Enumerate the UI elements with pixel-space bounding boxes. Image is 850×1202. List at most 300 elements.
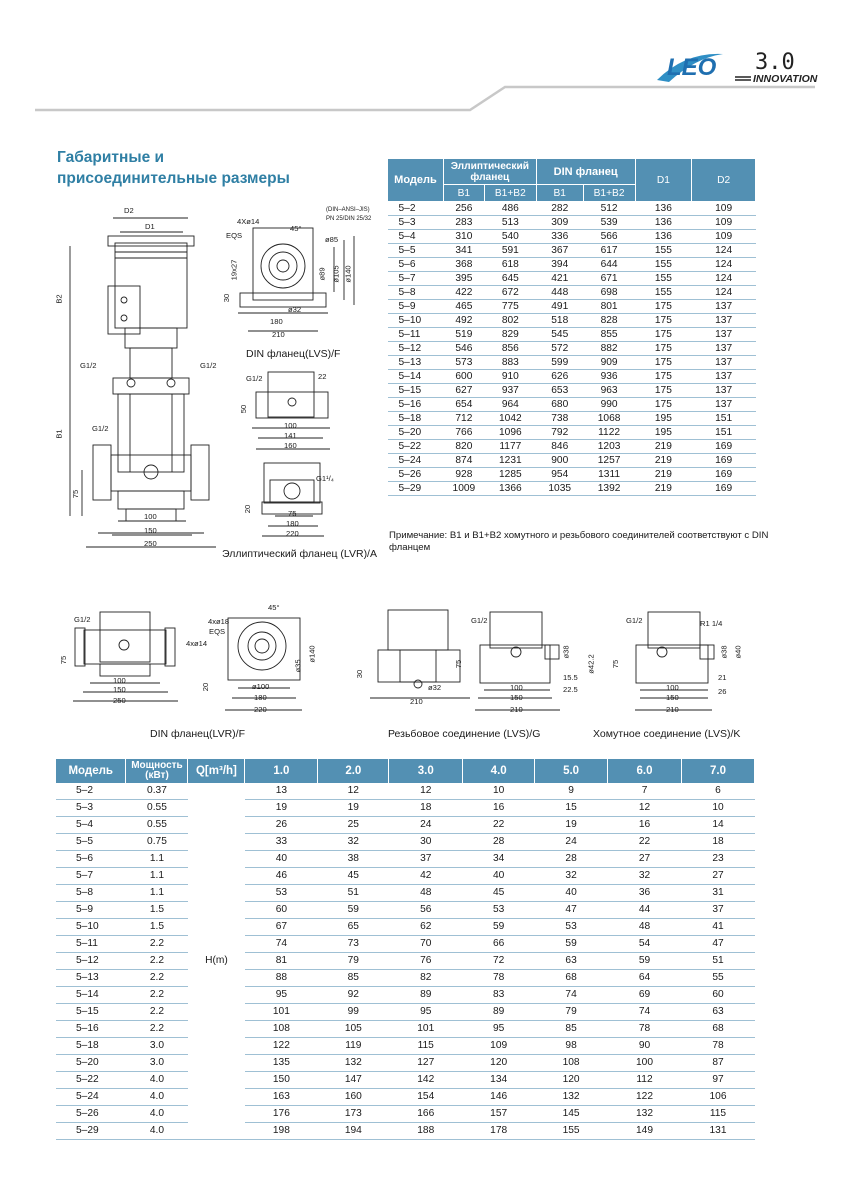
model-cell: 5–7 (56, 868, 126, 885)
head-value-cell: 157 (463, 1106, 535, 1123)
value-cell: 820 (443, 440, 484, 454)
value-cell: 936 (583, 370, 635, 384)
value-cell: 990 (583, 398, 635, 412)
head-value-cell: 149 (608, 1123, 682, 1140)
head-value-cell: 82 (389, 970, 463, 987)
model-cell: 5–26 (56, 1106, 126, 1123)
perf-header-power: Мощность (кВт) (126, 759, 188, 783)
value-cell: 256 (443, 202, 484, 216)
value-cell: 136 (635, 216, 692, 230)
label-150-thread: 150 (510, 693, 523, 702)
value-cell: 283 (443, 216, 484, 230)
label-75-lvr: 75 (59, 655, 69, 665)
label-eqs-lvr: EQS (209, 627, 226, 636)
head-value-cell: 13 (245, 783, 318, 800)
head-value-cell: 85 (318, 970, 389, 987)
value-cell: 448 (536, 286, 583, 300)
label-holes18: 4xø18 (208, 617, 230, 626)
table-row (56, 1089, 755, 1106)
label-100-clamp: 100 (666, 683, 679, 692)
model-cell: 5–16 (56, 1021, 126, 1038)
head-value-cell: 40 (535, 885, 608, 902)
head-value-cell: 45 (318, 868, 389, 885)
head-value-cell: 18 (389, 800, 463, 817)
head-value-cell: 40 (245, 851, 318, 868)
value-cell: 341 (443, 244, 484, 258)
value-cell: 591 (484, 244, 536, 258)
value-cell: 766 (443, 426, 484, 440)
head-value-cell: 78 (608, 1021, 682, 1038)
head-value-cell: 166 (389, 1106, 463, 1123)
power-cell: 2.2 (126, 953, 188, 970)
head-value-cell: 101 (245, 1004, 318, 1021)
perf-header-q: Q[m³/h] (188, 759, 245, 783)
label-g12-left: G1/2 (80, 361, 97, 370)
logo-tagline: INNOVATION (753, 73, 818, 85)
model-cell: 5–13 (56, 970, 126, 987)
label-g114: G1¹/₄ (316, 474, 334, 483)
head-value-cell: 59 (608, 953, 682, 970)
section-title-line-2: присоединительные размеры (57, 170, 290, 187)
head-value-cell: 132 (318, 1055, 389, 1072)
value-cell: 645 (484, 272, 536, 286)
head-value-cell: 105 (318, 1021, 389, 1038)
head-value-cell: 132 (608, 1106, 682, 1123)
label-b2: B2 (54, 294, 64, 304)
value-cell: 137 (692, 370, 756, 384)
power-cell: 4.0 (126, 1106, 188, 1123)
head-value-cell: 33 (245, 834, 318, 851)
value-cell: 219 (635, 440, 692, 454)
table-row (56, 868, 755, 885)
head-value-cell: 44 (608, 902, 682, 919)
value-cell: 626 (536, 370, 583, 384)
head-value-cell: 81 (245, 953, 318, 970)
head-value-cell: 147 (318, 1072, 389, 1089)
value-cell: 856 (484, 342, 536, 356)
head-value-cell: 18 (681, 834, 754, 851)
label-21: 21 (718, 673, 727, 682)
value-cell: 672 (484, 286, 536, 300)
head-value-cell: 78 (463, 970, 535, 987)
value-cell: 1035 (536, 482, 583, 496)
power-cell: 4.0 (126, 1123, 188, 1140)
perf-header-flow-7: 7.0 (681, 759, 754, 783)
model-cell: 5–8 (56, 885, 126, 902)
head-value-cell: 31 (681, 885, 754, 902)
label-g12-clamp: G1/2 (626, 616, 643, 625)
value-cell: 792 (536, 426, 583, 440)
head-value-cell: 95 (463, 1021, 535, 1038)
head-value-cell: 16 (463, 800, 535, 817)
label-20-ell: 20 (243, 504, 253, 514)
dims-header-din: DIN фланец (536, 159, 635, 185)
value-cell: 900 (536, 454, 583, 468)
head-value-cell: 135 (245, 1055, 318, 1072)
head-value-cell: 120 (463, 1055, 535, 1072)
value-cell: 109 (692, 202, 756, 216)
dims-header-b1-din: B1 (536, 185, 583, 202)
label-180-lvr: 180 (254, 693, 267, 702)
model-cell: 5–12 (388, 342, 444, 356)
table-row (56, 1055, 755, 1072)
value-cell: 195 (635, 426, 692, 440)
caption-thread-lvs: Резьбовое соединение (LVS)/G (388, 728, 541, 740)
value-cell: 883 (484, 356, 536, 370)
table-row (56, 987, 755, 1004)
head-value-cell: 47 (681, 936, 754, 953)
value-cell: 124 (692, 272, 756, 286)
head-value-cell: 24 (389, 817, 463, 834)
head-value-cell: 46 (245, 868, 318, 885)
label-d85: ø85 (325, 235, 339, 244)
head-value-cell: 32 (318, 834, 389, 851)
value-cell: 801 (583, 300, 635, 314)
head-value-cell: 176 (245, 1106, 318, 1123)
value-cell: 775 (484, 300, 536, 314)
value-cell: 545 (536, 328, 583, 342)
head-value-cell: 65 (318, 919, 389, 936)
dims-header-b1-elliptic: B1 (443, 185, 484, 202)
value-cell: 137 (692, 314, 756, 328)
head-value-cell: 106 (681, 1089, 754, 1106)
label-g12-lower: G1/2 (92, 424, 109, 433)
head-value-cell: 132 (535, 1089, 608, 1106)
model-cell: 5–9 (388, 300, 444, 314)
value-cell: 124 (692, 286, 756, 300)
head-value-cell: 115 (681, 1106, 754, 1123)
head-value-cell: 88 (245, 970, 318, 987)
value-cell: 618 (484, 258, 536, 272)
head-value-cell: 194 (318, 1123, 389, 1140)
model-cell: 5–14 (56, 987, 126, 1004)
head-value-cell: 173 (318, 1106, 389, 1123)
head-value-cell: 198 (245, 1123, 318, 1140)
value-cell: 828 (583, 314, 635, 328)
label-22: 22 (318, 372, 327, 381)
head-value-cell: 79 (535, 1004, 608, 1021)
head-value-cell: 70 (389, 936, 463, 953)
value-cell: 671 (583, 272, 635, 286)
power-cell: 4.0 (126, 1072, 188, 1089)
label-d100: ø100 (252, 682, 270, 691)
label-std: (DIN–ANSI–JIS) (326, 207, 370, 213)
power-cell: 2.2 (126, 936, 188, 953)
label-210-thread: 210 (410, 697, 423, 706)
head-value-cell: 97 (681, 1072, 754, 1089)
label-180-din: 180 (270, 317, 283, 326)
head-value-cell: 62 (389, 919, 463, 936)
value-cell: 169 (692, 482, 756, 496)
table-row (56, 1123, 755, 1140)
head-value-cell: 122 (245, 1038, 318, 1055)
dims-header-b1b2-elliptic: B1+B2 (484, 185, 536, 202)
label-220-lvr: 220 (254, 705, 267, 714)
value-cell: 1311 (583, 468, 635, 482)
head-value-cell: 89 (463, 1004, 535, 1021)
value-cell: 599 (536, 356, 583, 370)
value-cell: 169 (692, 468, 756, 482)
head-value-cell: 7 (608, 783, 682, 800)
value-cell: 1257 (583, 454, 635, 468)
value-cell: 395 (443, 272, 484, 286)
table-row (56, 1038, 755, 1055)
value-cell: 175 (635, 300, 692, 314)
head-value-cell: 79 (318, 953, 389, 970)
value-cell: 1068 (583, 412, 635, 426)
caption-din-lvr: DIN фланец(LVR)/F (150, 728, 245, 740)
model-cell: 5–29 (388, 482, 444, 496)
head-value-cell: 76 (389, 953, 463, 970)
model-cell: 5–12 (56, 953, 126, 970)
value-cell: 928 (443, 468, 484, 482)
value-cell: 175 (635, 314, 692, 328)
label-r14: R1 1/4 (700, 619, 723, 628)
value-cell: 151 (692, 426, 756, 440)
head-value-cell: 53 (535, 919, 608, 936)
perf-header-flow-5: 5.0 (535, 759, 608, 783)
dims-header-b1b2-din: B1+B2 (583, 185, 635, 202)
table-row (56, 1106, 755, 1123)
value-cell: 137 (692, 328, 756, 342)
logo-version: 3.0 (755, 50, 795, 75)
label-d35: ø35 (293, 659, 303, 673)
head-value-cell: 26 (245, 817, 318, 834)
head-value-cell: 89 (389, 987, 463, 1004)
head-value-cell: 122 (608, 1089, 682, 1106)
power-cell: 3.0 (126, 1038, 188, 1055)
head-value-cell: 95 (245, 987, 318, 1004)
table-row (56, 919, 755, 936)
model-cell: 5–24 (388, 454, 444, 468)
head-value-cell: 24 (535, 834, 608, 851)
head-value-cell: 142 (389, 1072, 463, 1089)
value-cell: 195 (635, 412, 692, 426)
power-cell: 1.1 (126, 868, 188, 885)
value-cell: 1096 (484, 426, 536, 440)
value-cell: 155 (635, 244, 692, 258)
value-cell: 964 (484, 398, 536, 412)
head-value-cell: 12 (318, 783, 389, 800)
label-deg45-lvr: 45° (268, 603, 280, 612)
value-cell: 1042 (484, 412, 536, 426)
head-value-cell: 55 (681, 970, 754, 987)
model-cell: 5–7 (388, 272, 444, 286)
value-cell: 882 (583, 342, 635, 356)
head-value-cell: 74 (245, 936, 318, 953)
head-value-cell: 78 (681, 1038, 754, 1055)
model-cell: 5–4 (388, 230, 444, 244)
table-row (56, 834, 755, 851)
model-cell: 5–15 (388, 384, 444, 398)
label-d1: D1 (145, 222, 155, 231)
value-cell: 572 (536, 342, 583, 356)
head-value-cell: 87 (681, 1055, 754, 1072)
value-cell: 136 (635, 202, 692, 216)
head-value-cell: 47 (535, 902, 608, 919)
value-cell: 421 (536, 272, 583, 286)
value-cell: 219 (635, 468, 692, 482)
value-cell: 175 (635, 356, 692, 370)
head-value-cell: 37 (681, 902, 754, 919)
head-value-cell: 23 (681, 851, 754, 868)
model-cell: 5–10 (388, 314, 444, 328)
value-cell: 155 (635, 286, 692, 300)
head-value-cell: 12 (389, 783, 463, 800)
perf-header-flow-3: 3.0 (389, 759, 463, 783)
model-cell: 5–18 (56, 1038, 126, 1055)
model-cell: 5–10 (56, 919, 126, 936)
perf-header-flow-2: 2.0 (318, 759, 389, 783)
table-row (56, 936, 755, 953)
value-cell: 486 (484, 202, 536, 216)
head-value-cell: 41 (681, 919, 754, 936)
model-cell: 5–5 (388, 244, 444, 258)
dims-header-d2: D2 (692, 159, 756, 202)
model-cell: 5–14 (388, 370, 444, 384)
value-cell: 855 (583, 328, 635, 342)
model-cell: 5–11 (56, 936, 126, 953)
value-cell: 712 (443, 412, 484, 426)
value-cell: 627 (443, 384, 484, 398)
value-cell: 137 (692, 384, 756, 398)
dims-header-elliptic: Эллиптический фланец (443, 159, 536, 185)
power-cell: 2.2 (126, 970, 188, 987)
label-15-5: 15.5 (563, 673, 578, 682)
head-value-cell: 160 (318, 1089, 389, 1106)
label-d89: ø89 (317, 267, 327, 281)
head-value-cell: 188 (389, 1123, 463, 1140)
pump-elevation-drawing (70, 218, 216, 547)
head-value-cell: 127 (389, 1055, 463, 1072)
value-cell: 136 (635, 230, 692, 244)
value-cell: 155 (635, 272, 692, 286)
head-value-cell: 67 (245, 919, 318, 936)
value-cell: 653 (536, 384, 583, 398)
model-cell: 5–26 (388, 468, 444, 482)
head-value-cell: 16 (608, 817, 682, 834)
label-100-main: 100 (144, 512, 157, 521)
head-value-cell: 73 (318, 936, 389, 953)
value-cell: 282 (536, 202, 583, 216)
model-cell: 5–5 (56, 834, 126, 851)
label-holes14b: 4xø14 (186, 639, 208, 648)
value-cell: 151 (692, 412, 756, 426)
value-cell: 394 (536, 258, 583, 272)
head-value-cell: 37 (389, 851, 463, 868)
value-cell: 874 (443, 454, 484, 468)
value-cell: 169 (692, 440, 756, 454)
value-cell: 175 (635, 370, 692, 384)
label-d32-thread: ø32 (428, 683, 442, 692)
label-b1: B1 (54, 429, 64, 439)
value-cell: 336 (536, 230, 583, 244)
table-row (56, 1072, 755, 1089)
power-cell: 0.55 (126, 817, 188, 834)
head-label-cell: H(m) (188, 783, 245, 1140)
value-cell: 422 (443, 286, 484, 300)
value-cell: 137 (692, 300, 756, 314)
head-value-cell: 28 (463, 834, 535, 851)
value-cell: 698 (583, 286, 635, 300)
label-100-ell: 100 (284, 421, 297, 430)
value-cell: 829 (484, 328, 536, 342)
head-value-cell: 74 (535, 987, 608, 1004)
model-cell: 5–13 (388, 356, 444, 370)
head-value-cell: 10 (463, 783, 535, 800)
head-value-cell: 32 (535, 868, 608, 885)
head-value-cell: 92 (318, 987, 389, 1004)
head-value-cell: 85 (535, 1021, 608, 1038)
label-d105: ø105 (331, 265, 341, 283)
label-deg45: 45° (290, 224, 302, 233)
value-cell: 644 (583, 258, 635, 272)
table-row (56, 783, 755, 800)
value-cell: 137 (692, 356, 756, 370)
table-row (56, 1021, 755, 1038)
value-cell: 175 (635, 328, 692, 342)
value-cell: 175 (635, 384, 692, 398)
value-cell: 963 (583, 384, 635, 398)
head-value-cell: 90 (608, 1038, 682, 1055)
value-cell: 738 (536, 412, 583, 426)
label-220-ell: 220 (286, 529, 299, 538)
value-cell: 937 (484, 384, 536, 398)
value-cell: 109 (692, 216, 756, 230)
value-cell: 491 (536, 300, 583, 314)
value-cell: 1177 (484, 440, 536, 454)
power-cell: 1.5 (126, 919, 188, 936)
head-value-cell: 60 (681, 987, 754, 1004)
model-cell: 5–6 (388, 258, 444, 272)
head-value-cell: 145 (535, 1106, 608, 1123)
head-value-cell: 48 (389, 885, 463, 902)
head-value-cell: 51 (318, 885, 389, 902)
head-value-cell: 131 (681, 1123, 754, 1140)
model-cell: 5–22 (56, 1072, 126, 1089)
model-cell: 5–9 (56, 902, 126, 919)
power-cell: 0.55 (126, 800, 188, 817)
perf-header-flow-6: 6.0 (608, 759, 682, 783)
value-cell: 137 (692, 398, 756, 412)
dims-header-model: Модель (388, 159, 444, 202)
head-value-cell: 63 (535, 953, 608, 970)
head-value-cell: 10 (681, 800, 754, 817)
model-cell: 5–11 (388, 328, 444, 342)
head-value-cell: 32 (608, 868, 682, 885)
model-cell: 5–6 (56, 851, 126, 868)
head-value-cell: 48 (608, 919, 682, 936)
dims-header-d1: D1 (635, 159, 692, 202)
value-cell: 680 (536, 398, 583, 412)
label-20-lvr: 20 (201, 682, 211, 692)
value-cell: 137 (692, 342, 756, 356)
value-cell: 573 (443, 356, 484, 370)
label-75-clamp: 75 (611, 659, 621, 669)
label-141: 141 (284, 431, 297, 440)
label-250-lvr: 250 (113, 696, 126, 705)
head-value-cell: 60 (245, 902, 318, 919)
label-holes14: 4Xø14 (237, 217, 260, 226)
head-value-cell: 150 (245, 1072, 318, 1089)
model-cell: 5–8 (388, 286, 444, 300)
label-d32-din: ø32 (288, 305, 302, 314)
head-value-cell: 53 (463, 902, 535, 919)
head-value-cell: 36 (608, 885, 682, 902)
head-value-cell: 42 (389, 868, 463, 885)
head-value-cell: 146 (463, 1089, 535, 1106)
head-value-cell: 69 (608, 987, 682, 1004)
